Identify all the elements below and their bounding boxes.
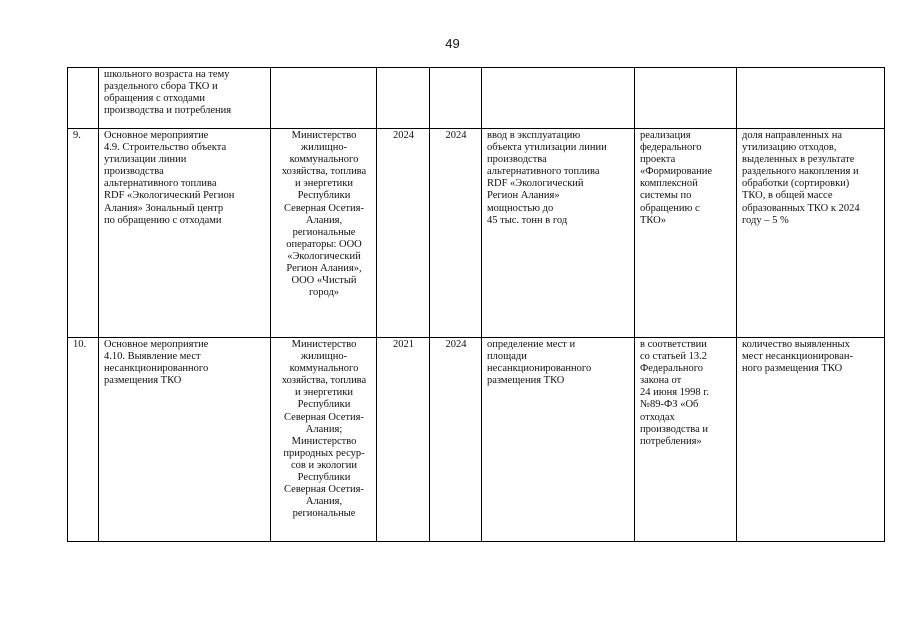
measure-name-cell: Основное мероприятие 4.10. Выявление мест несанкционированного размещения ТКО (99, 338, 271, 542)
start-year-cell (377, 68, 430, 129)
end-year-cell (430, 68, 482, 129)
expected-result-cell: определение мест и площади несанкционированного размещения ТКО (482, 338, 635, 542)
indicator-cell: количество выявленных мест несанкционирован- ного размещения ТКО (737, 338, 885, 542)
executors-cell: Министерство жилищно- коммунального хозяйства, топлива и энергетики Республики Северная Осетия- Алания, региональные операторы: ООО «Экологический Регион Алания», ООО «Чистый город» (271, 129, 377, 338)
table-row (68, 68, 885, 129)
start-year-cell: 2024 (377, 129, 430, 338)
row-number-cell: 9. (68, 129, 99, 338)
expected-result-cell: ввод в эксплуатацию объекта утилизации линии производства альтернативного топлива RDF «Экологический Регион Алания» мощностью до 45 тыс. тонн в год (482, 129, 635, 338)
indicator-cell (737, 68, 885, 129)
indicator-cell: доля направленных на утилизацию отходов, выделенных в результате раздельного накопления и обработки (сортировки) ТКО, в общей массе образованных ТКО к 2024 году – 5 % (737, 129, 885, 338)
expected-result-cell (482, 68, 635, 129)
executors-cell: Министерство жилищно- коммунального хозяйства, топлива и энергетики Республики Северная Осетия- Алания; Министерство природных ресур- сов и экологии Республики Северная Осетия- Алания, региональные (271, 338, 377, 542)
executors-cell (271, 68, 377, 129)
end-year-cell: 2024 (430, 338, 482, 542)
link-cell (635, 68, 737, 129)
measures-table (67, 67, 885, 542)
start-year-cell: 2021 (377, 338, 430, 542)
row-number-cell: 10. (68, 338, 99, 542)
table-row (68, 338, 885, 542)
link-cell: в соответствии со статьей 13.2 Федерального закона от 24 июня 1998 г. №89-ФЗ «Об отходах производства и потребления» (635, 338, 737, 542)
end-year-cell: 2024 (430, 129, 482, 338)
link-cell: реализация федерального проекта «Формирование комплексной системы по обращению с ТКО» (635, 129, 737, 338)
measure-name-cell: Основное мероприятие 4.9. Строительство объекта утилизации линии производства альтернативного топлива RDF «Экологический Регион Алания» Зональный центр по обращению с отходами (99, 129, 271, 338)
measure-name-cell: школьного возраста на тему раздельного сбора ТКО и обращения с отходами производства и потребления (99, 68, 271, 129)
page-number: 49 (445, 36, 460, 51)
table-row (68, 129, 885, 338)
row-number-cell (68, 68, 99, 129)
